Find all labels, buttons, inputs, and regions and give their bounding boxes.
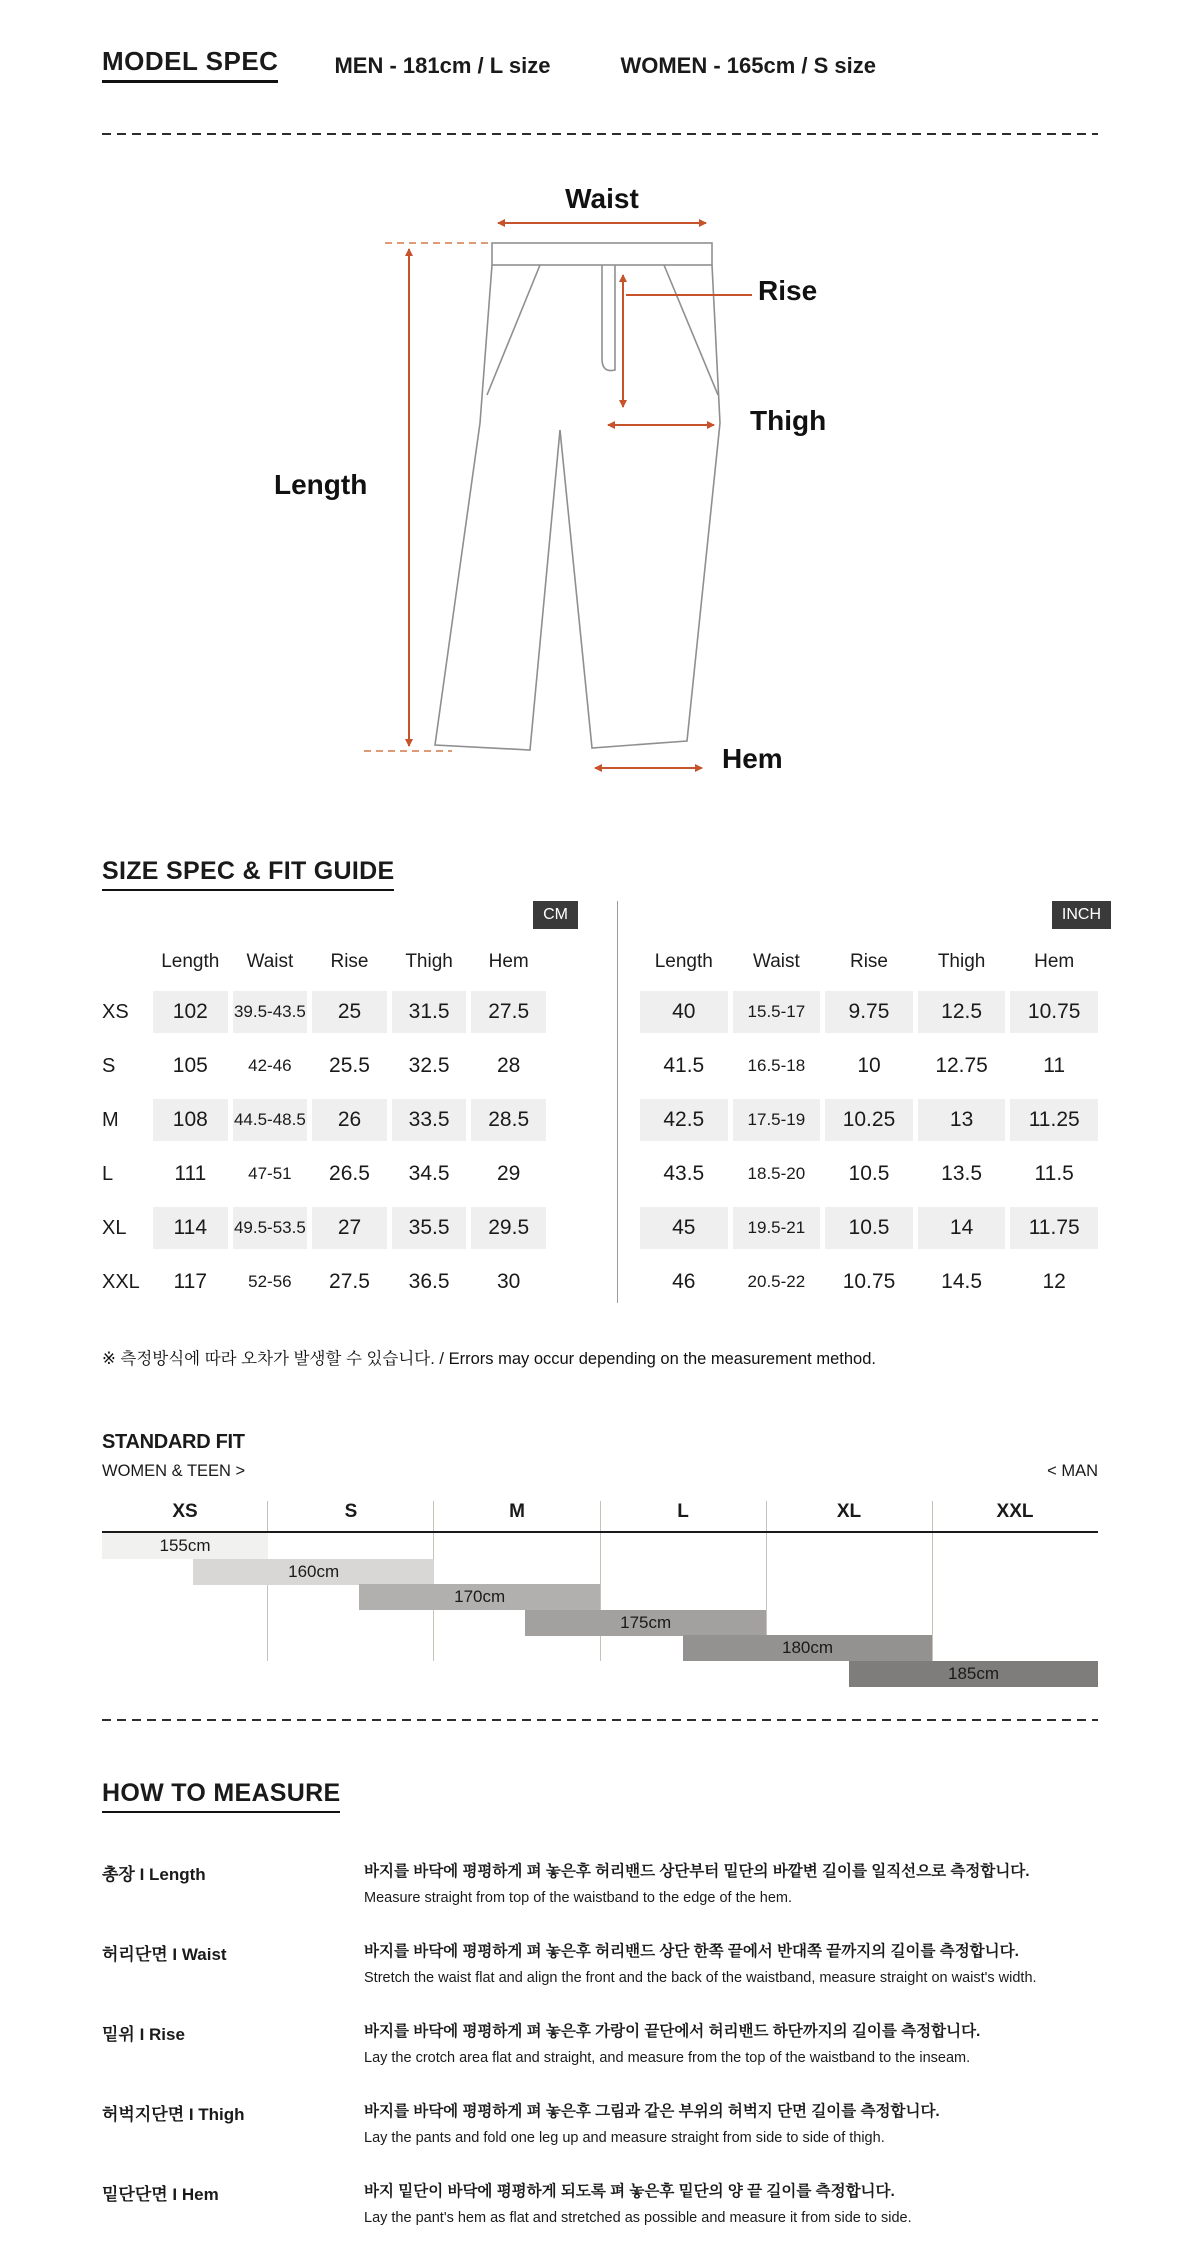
cm-cell: 42-46 xyxy=(248,1056,292,1075)
measure-desc-en: Lay the crotch area flat and straight, and measure from the top of the waistband to the inseam. xyxy=(364,2050,971,2066)
cm-cell: 111 xyxy=(174,1162,207,1185)
size-guide-page xyxy=(0,46,1200,2226)
inch-col-thigh: Thigh xyxy=(937,951,986,972)
cm-col-thigh: Thigh xyxy=(405,951,453,972)
inch-cell: 15.5-17 xyxy=(733,991,821,1033)
cm-cell: 25.5 xyxy=(329,1054,370,1077)
pants-outline xyxy=(435,243,720,750)
inch-cell: 10.25 xyxy=(825,1099,913,1141)
table-divider-line xyxy=(617,901,618,1303)
measure-row-rise xyxy=(102,2019,1098,2066)
measure-term: 허리단면 I Waist xyxy=(102,1945,227,1964)
cm-cell: 49.5-53.5 xyxy=(233,1207,308,1249)
cm-cell: 39.5-43.5 xyxy=(233,991,308,1033)
height-bar-175cm: 175cm xyxy=(525,1610,766,1636)
cm-cell: 29.5 xyxy=(471,1207,546,1249)
size-table-inch xyxy=(640,901,1101,1303)
cm-cell: 47-51 xyxy=(248,1164,292,1183)
measure-term: 허벅지단면 I Thigh xyxy=(102,2105,245,2124)
diagram-label-waist: Waist xyxy=(565,183,639,214)
cm-cell: 27.5 xyxy=(471,991,546,1033)
cm-cell: 108 xyxy=(153,1099,228,1141)
size-row-label: XL xyxy=(102,1216,127,1239)
size-row-label: L xyxy=(102,1162,114,1185)
cm-cell: 114 xyxy=(153,1207,228,1249)
model-spec-women: WOMEN - 165cm / S size xyxy=(620,53,876,78)
inch-cell: 42.5 xyxy=(640,1099,728,1141)
cm-cell: 27 xyxy=(312,1207,387,1249)
inch-col-rise: Rise xyxy=(849,951,888,972)
standard-fit-section xyxy=(102,1431,1098,1691)
model-spec-header xyxy=(102,46,1098,83)
cm-col-waist: Waist xyxy=(246,951,294,972)
fit-size-label-xxl: XXL xyxy=(996,1501,1034,1522)
inch-cell: 46 xyxy=(672,1270,696,1293)
inch-cell: 16.5-18 xyxy=(747,1056,806,1075)
inch-cell: 12.5 xyxy=(918,991,1006,1033)
cm-cell: 31.5 xyxy=(392,991,467,1033)
fit-size-label-xs: XS xyxy=(172,1501,198,1522)
inch-cell: 14.5 xyxy=(941,1270,983,1293)
cm-cell: 33.5 xyxy=(392,1099,467,1141)
standard-fit-chart xyxy=(102,1501,1098,1691)
size-tables xyxy=(102,901,1101,1303)
inch-cell: 11.5 xyxy=(1034,1162,1074,1185)
inch-cell: 45 xyxy=(640,1207,728,1249)
measure-desc-ko: 바지를 바닥에 평평하게 펴 놓은후 허리밴드 상단부터 밑단의 바깥변 길이를 일직선으로 측정합니다. xyxy=(364,1863,1030,1880)
inch-cell: 12 xyxy=(1042,1270,1066,1293)
how-to-measure-title: HOW TO MEASURE xyxy=(102,1779,340,1813)
inch-col-waist: Waist xyxy=(752,951,800,972)
measure-term: 밑위 I Rise xyxy=(102,2025,185,2044)
inch-cell: 11 xyxy=(1043,1054,1066,1077)
inch-cell: 40 xyxy=(640,991,728,1033)
model-spec-title: MODEL SPEC xyxy=(102,46,278,83)
inch-cell: 12.75 xyxy=(935,1054,988,1077)
dashed-divider-bottom xyxy=(102,1719,1098,1721)
dashed-divider-top xyxy=(102,133,1098,135)
measure-desc-en: Measure straight from top of the waistband to the edge of the hem. xyxy=(364,1890,792,1906)
inch-cell: 13.5 xyxy=(941,1162,983,1185)
measure-desc-en: Lay the pants and fold one leg up and measure straight from side to side of thigh. xyxy=(364,2130,885,2146)
cm-col-hem: Hem xyxy=(488,951,529,972)
fit-size-label-xl: XL xyxy=(836,1501,862,1522)
cm-cell: 28 xyxy=(497,1054,521,1077)
measure-desc-ko: 바지를 바닥에 평평하게 펴 놓은후 가랑이 끝단에서 허리밴드 하단까지의 길이를 측정합니다. xyxy=(364,2023,981,2040)
inch-cell: 10.75 xyxy=(842,1270,896,1293)
inch-cell: 9.75 xyxy=(825,991,913,1033)
measure-row-thigh xyxy=(102,2099,1098,2146)
measure-term: 총장 I Length xyxy=(102,1865,206,1884)
measure-desc-en: Stretch the waist flat and align the front and the back of the waistband, measure straight on waist's width. xyxy=(364,1970,1037,1986)
cm-col-length: Length xyxy=(161,951,220,972)
size-spec-title: SIZE SPEC & FIT GUIDE xyxy=(102,857,394,891)
standard-fit-title: STANDARD FIT xyxy=(102,1431,245,1453)
height-bar-170cm: 170cm xyxy=(359,1584,600,1610)
cm-cell: 36.5 xyxy=(408,1270,450,1293)
pants-diagram-drawing xyxy=(102,183,1098,813)
cm-col-rise: Rise xyxy=(330,951,369,972)
measure-row-length xyxy=(102,1859,1098,1906)
inch-cell: 18.5-20 xyxy=(747,1164,806,1183)
diagram-label-hem: Hem xyxy=(722,743,783,774)
size-spec-section xyxy=(102,857,1101,1369)
cm-cell: 105 xyxy=(172,1054,208,1077)
model-spec-men: MEN - 181cm / L size xyxy=(334,53,551,78)
height-bar-185cm: 185cm xyxy=(849,1661,1098,1687)
cm-cell: 29 xyxy=(497,1162,521,1185)
diagram-label-length: Length xyxy=(274,469,368,500)
fit-size-label-m: M xyxy=(509,1501,525,1522)
inch-cell: 14 xyxy=(918,1207,1006,1249)
cm-cell: 28.5 xyxy=(471,1099,546,1141)
how-to-measure-section xyxy=(102,1779,1098,2226)
measure-row-hem xyxy=(102,2179,1098,2226)
inch-cell: 11.25 xyxy=(1010,1099,1098,1141)
diagram-label-rise: Rise xyxy=(758,275,818,306)
measure-row-waist xyxy=(102,1939,1098,1986)
inch-cell: 20.5-22 xyxy=(747,1272,806,1291)
size-table-cm xyxy=(102,901,568,1303)
cm-cell: 102 xyxy=(153,991,228,1033)
height-bar-180cm: 180cm xyxy=(683,1635,932,1661)
diagram-label-thigh: Thigh xyxy=(750,405,827,436)
cm-cell: 35.5 xyxy=(392,1207,467,1249)
measure-desc-en: Lay the pant's hem as flat and stretched as possible and measure it from side to side. xyxy=(364,2210,912,2226)
cm-cell: 30 xyxy=(497,1270,521,1293)
inch-cell: 43.5 xyxy=(663,1162,705,1185)
standard-fit-man-label: < MAN xyxy=(1047,1462,1098,1480)
inch-cell: 10.5 xyxy=(848,1162,890,1185)
measure-desc-ko: 바지를 바닥에 평평하게 펴 놓은후 그림과 같은 부위의 허벅지 단면 길이를 측정합니다. xyxy=(364,2103,940,2120)
cm-cell: 117 xyxy=(173,1270,208,1293)
inch-col-length: Length xyxy=(654,951,713,972)
fit-size-label-s: S xyxy=(344,1501,358,1522)
measurement-note: ※ 측정방식에 따라 오차가 발생할 수 있습니다. / Errors may occur depending on the measurement method. xyxy=(102,1350,876,1368)
inch-cell: 19.5-21 xyxy=(733,1207,821,1249)
pants-measurement-diagram xyxy=(102,183,1098,813)
cm-cell: 27.5 xyxy=(329,1270,370,1293)
measure-desc-ko: 바지를 바닥에 평평하게 펴 놓은후 허리밴드 상단 한쪽 끝에서 반대쪽 끝까지의 길이를 측정합니다. xyxy=(364,1943,1019,1960)
cm-cell: 34.5 xyxy=(408,1162,450,1185)
inch-cell: 10.5 xyxy=(825,1207,913,1249)
measure-term: 밑단단면 I Hem xyxy=(102,2185,219,2204)
size-row-label: XXL xyxy=(102,1270,140,1293)
cm-cell: 26.5 xyxy=(329,1162,370,1185)
measure-desc-ko: 바지 밑단이 바닥에 평평하게 되도록 펴 놓은후 밑단의 양 끝 길이를 측정합니다. xyxy=(364,2183,895,2200)
cm-cell: 44.5-48.5 xyxy=(233,1099,308,1141)
inch-col-hem: Hem xyxy=(1034,951,1075,972)
height-bar-160cm: 160cm xyxy=(193,1559,434,1585)
cm-cell: 25 xyxy=(312,991,387,1033)
measurement-arrows xyxy=(364,223,752,768)
fit-size-label-l: L xyxy=(677,1501,689,1522)
size-row-label: M xyxy=(102,1108,119,1131)
standard-fit-women-teen-label: WOMEN & TEEN > xyxy=(102,1462,246,1480)
cm-cell: 52-56 xyxy=(248,1272,292,1291)
height-bar-155cm: 155cm xyxy=(102,1533,268,1559)
inch-cell: 17.5-19 xyxy=(733,1099,821,1141)
inch-cell: 10.75 xyxy=(1010,991,1098,1033)
inch-cell: 13 xyxy=(918,1099,1006,1141)
inch-cell: 10 xyxy=(857,1054,881,1077)
inch-cell: 41.5 xyxy=(663,1054,705,1077)
size-row-label: S xyxy=(102,1054,116,1077)
inch-cell: 11.75 xyxy=(1010,1207,1098,1249)
size-row-label: XS xyxy=(102,1000,129,1023)
unit-badge-inch: INCH xyxy=(1052,901,1111,929)
unit-badge-cm: CM xyxy=(533,901,578,929)
cm-cell: 32.5 xyxy=(408,1054,450,1077)
cm-cell: 26 xyxy=(312,1099,387,1141)
